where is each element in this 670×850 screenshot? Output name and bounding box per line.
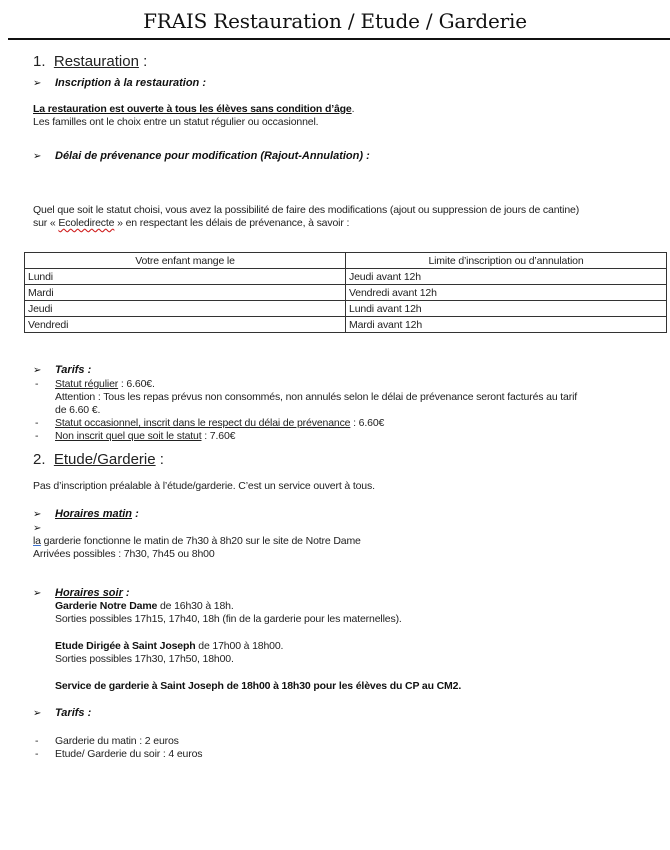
tarif-text: Etude/ Garderie du soir : 4 euros [55,748,203,760]
dash-bullet-icon: - [35,735,39,747]
section-number: 2. [33,451,46,468]
dash-bullet-icon: - [35,378,39,390]
empty-arrow-bullet [33,522,55,534]
table-row [25,317,667,333]
matin-line1 [33,535,361,547]
arrow-bullet-icon: ➢ [33,509,42,520]
table-cell: Vendredi avant 12h [346,285,667,301]
inscription-statement [33,103,354,115]
section-2-heading [33,451,164,468]
section-colon: : [138,53,148,70]
section-title: Etude/Garderie [53,451,156,468]
tarif-label: Statut régulier [55,378,119,390]
subheading-colon: : [122,587,130,599]
tarif-text: Garderie du matin : 2 euros [55,735,179,747]
delai-table [24,252,667,333]
table-cell: Jeudi avant 12h [346,269,667,285]
table-row [25,285,667,301]
delai-paragraph-line1: Quel que soit le statut choisi, vous avez la possibilité de faire des modifications (ajout ou suppression de jours de cantine) [33,204,580,216]
tarif-label: Non inscrit quel que soit le statut [55,430,202,442]
bold-statement: La restauration est ouverte à tous les élèves sans condition d’âge [33,103,352,115]
table-cell: Jeudi [25,301,346,317]
document-title: FRAIS Restauration / Etude / Garderie [143,9,527,33]
tarif-value: : 7.60€ [201,430,236,442]
delai-paragraph-line2 [33,217,349,229]
text-fragment: de 17h00 à 18h00. [195,640,284,652]
tarif-item [35,378,155,390]
table-row [25,269,667,285]
table-cell: Vendredi [25,317,346,333]
text-fragment: garderie fonctionne le matin de 7h30 à 8h20 sur le site de Notre Dame [40,535,361,547]
matin-line2: Arrivées possibles : 7h30, 7h45 ou 8h00 [33,548,215,560]
tarifs-garderie-subheading [33,707,91,719]
service-garderie-saint-joseph: Service de garderie à Saint Joseph de 18h00 à 18h30 pour les élèves du CP au CM2. [55,680,462,692]
bold-label: Etude Dirigée à Saint Joseph [55,640,196,652]
attention-line1: Attention : Tous les repas prévus non consommés, non annulés selon le délai de prévenance seront facturés au tarif [55,391,578,403]
table-cell: Lundi avant 12h [346,301,667,317]
statement-period: . [351,103,355,115]
saint-joseph-sorties: Sorties possibles 17h30, 17h50, 18h00. [55,653,234,665]
arrow-bullet-icon: ➢ [33,708,42,719]
horaires-soir-subheading [33,587,130,599]
tarif-item [35,417,384,429]
arrow-bullet-icon: ➢ [33,588,42,599]
section-1-heading [33,53,147,70]
delai-subheading [33,150,370,162]
table-cell: Mardi [25,285,346,301]
tarif-item [35,430,235,442]
subheading-label: Horaires soir [55,587,123,599]
text-fragment: » en respectant les délais de prévenance, à savoir : [114,217,350,229]
arrow-bullet-icon: ➢ [33,151,42,162]
text-fragment: de 16h30 à 18h. [157,600,234,612]
subheading-label: Tarifs : [55,707,92,719]
bold-label: Garderie Notre Dame [55,600,158,612]
dash-bullet-icon: - [35,430,39,442]
notre-dame-sorties: Sorties possibles 17h15, 17h40, 18h (fin de la garderie pour les maternelles). [55,613,402,625]
table-header: Votre enfant mange le [25,253,346,269]
section-number: 1. [33,53,46,70]
section-colon: : [155,451,164,468]
subheading-label: Tarifs : [55,364,92,376]
etude-intro: Pas d’inscription préalable à l’étude/garderie. C’est un service ouvert à tous. [33,480,375,492]
arrow-bullet-icon: ➢ [33,523,42,534]
tarif-label: Statut occasionnel, inscrit dans le respect du délai de prévenance [55,417,351,429]
horaires-matin-subheading [33,508,139,520]
tarifs-restauration-subheading [33,364,91,376]
etude-saint-joseph [55,640,283,652]
subheading-label: Délai de prévenance pour modification (Rajout-Annulation) : [55,150,370,162]
section-title: Restauration [53,53,139,70]
text-fragment: la [33,535,41,547]
text-fragment: sur « [33,217,59,229]
dash-bullet-icon: - [35,417,39,429]
subheading-label: Inscription à la restauration : [55,77,206,89]
ecoledirecte-word: Ecoledirecte [58,217,115,229]
table-cell: Lundi [25,269,346,285]
tarif-item [35,748,202,760]
inscription-subheading [33,77,206,89]
subheading-colon: : [132,508,139,520]
tarif-value: : 6.60€ [350,417,385,429]
tarif-item [35,735,179,747]
subheading-label: Horaires matin [55,508,133,520]
arrow-bullet-icon: ➢ [33,365,42,376]
arrow-bullet-icon: ➢ [33,78,42,89]
garderie-notre-dame [55,600,234,612]
dash-bullet-icon: - [35,748,39,760]
title-rule [8,38,670,40]
table-row [25,301,667,317]
attention-line2: de 6.60 €. [55,404,101,416]
inscription-text: Les familles ont le choix entre un statut régulier ou occasionnel. [33,116,319,128]
tarif-value: : 6.60€. [118,378,155,390]
table-header: Limite d’inscription ou d’annulation [346,253,667,269]
table-header-row [25,253,667,269]
table-cell: Mardi avant 12h [346,317,667,333]
